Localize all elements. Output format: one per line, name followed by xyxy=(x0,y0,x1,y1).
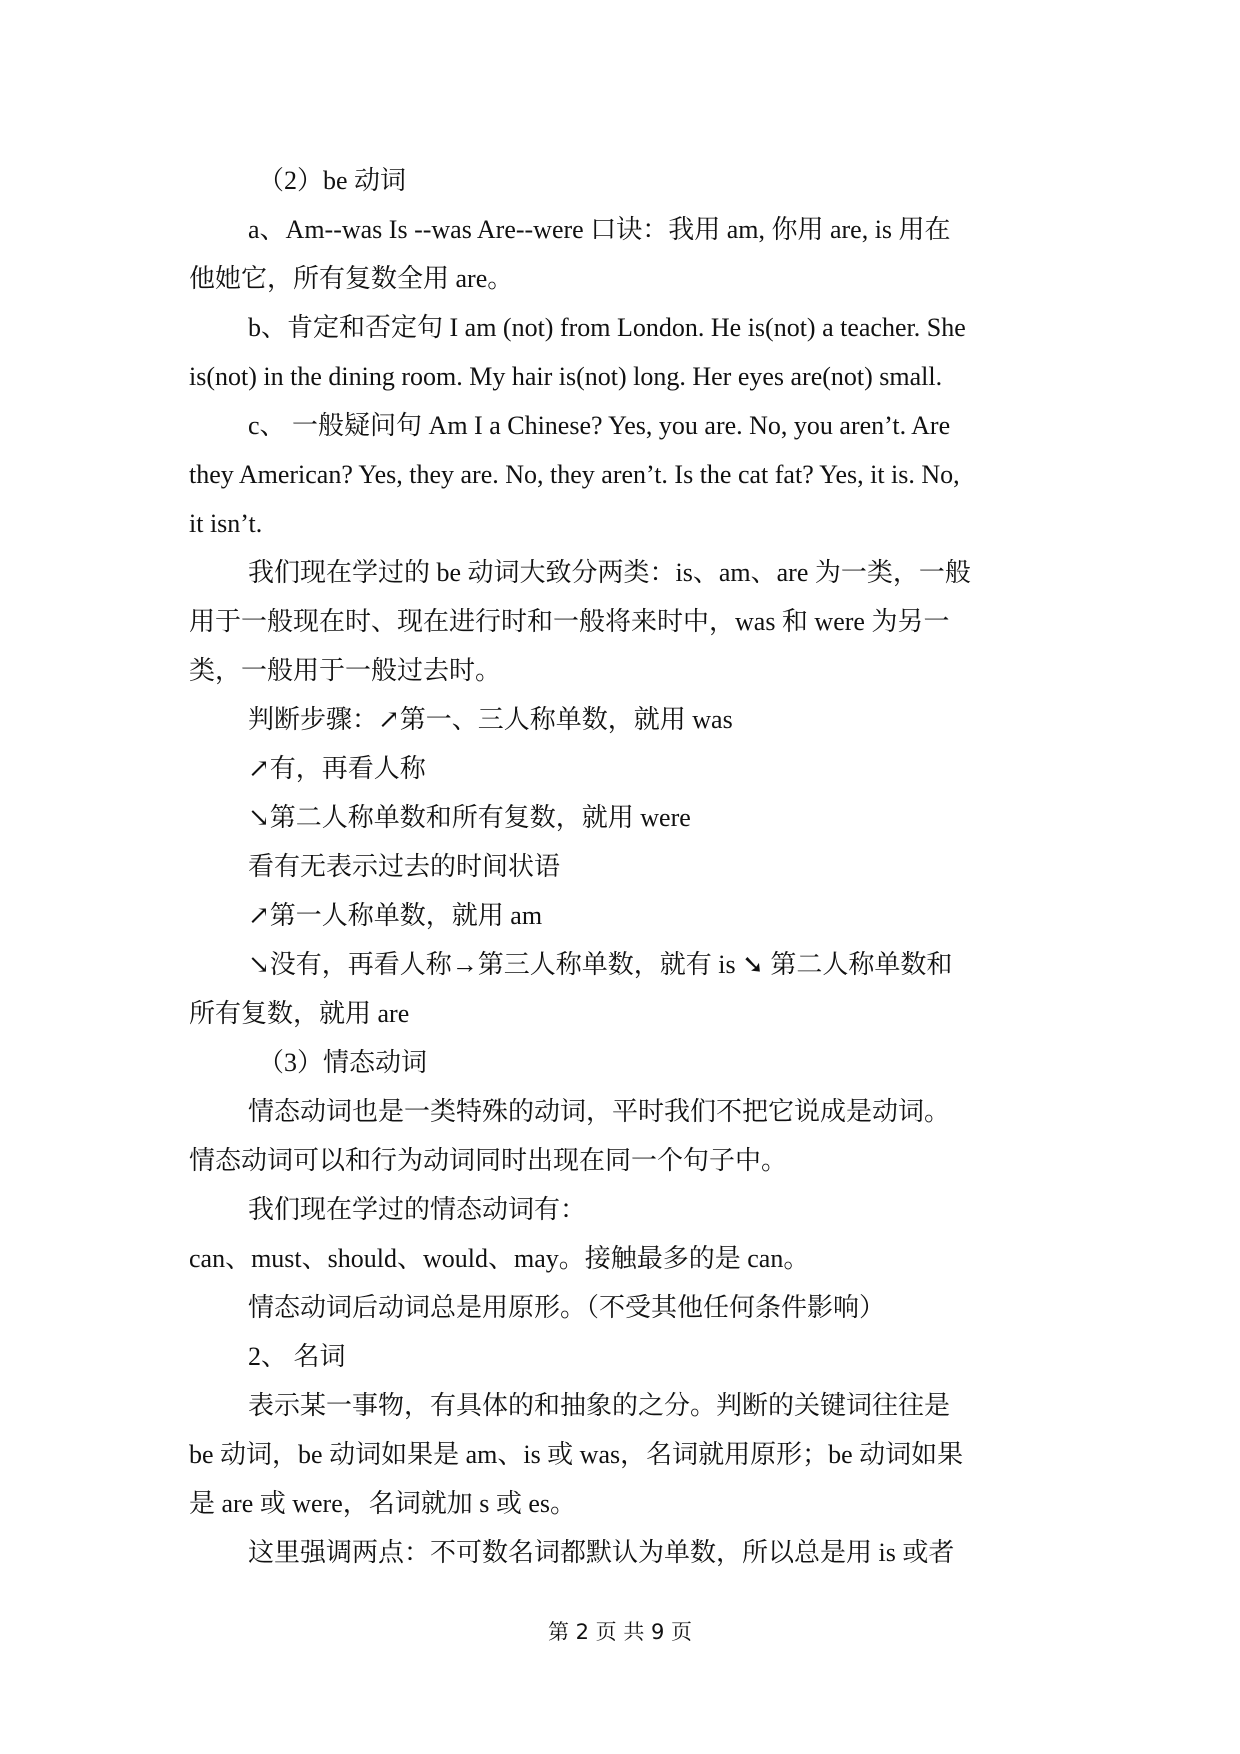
decision-step-line: ↘第二人称单数和所有复数，就用 were xyxy=(248,803,691,832)
paragraph-line: 表示某一事物，有具体的和抽象的之分。判断的关键词往往是 xyxy=(248,1391,951,1420)
paragraph-line: 他她它，所有复数全用 are。 xyxy=(189,264,514,293)
paragraph-line: 情态动词也是一类特殊的动词，平时我们不把它说成是动词。 xyxy=(248,1097,951,1126)
decision-step-line: 判断步骤：↗第一、三人称单数，就用 was xyxy=(248,705,733,734)
paragraph-line: 我们现在学过的 be 动词大致分两类：is、am、are 为一类，一般 xyxy=(248,558,971,587)
paragraph-line: 所有复数，就用 are xyxy=(189,999,410,1028)
page-number-footer: 第 2 页 共 9 页 xyxy=(547,1620,693,1644)
paragraph-line: 情态动词后动词总是用原形。（不受其他任何条件影响） xyxy=(248,1293,886,1322)
paragraph-line: can、must、should、would、may。接触最多的是 can。 xyxy=(189,1244,810,1273)
decision-step-line: ↗有，再看人称 xyxy=(248,754,426,783)
paragraph-line: a、Am--was Is --was Are--were 口诀：我用 am, 你用 are, is 用在 xyxy=(248,215,951,244)
section-heading-modal-verbs: （3）情态动词 xyxy=(258,1048,428,1077)
paragraph-line: is(not) in the dining room. My hair is(not) long. Her eyes are(not) small. xyxy=(189,362,943,391)
section-heading-be-verbs: （2）be 动词 xyxy=(258,166,407,195)
paragraph-line: 是 are 或 were，名词就加 s 或 es。 xyxy=(189,1489,577,1518)
paragraph-line: c、 一般疑问句 Am I a Chinese? Yes, you are. No, you aren’t. Are xyxy=(248,411,951,440)
decision-step-line: ↘没有，再看人称→第三人称单数，就有 is ➘ 第二人称单数和 xyxy=(248,950,953,979)
decision-step-line: 看有无表示过去的时间状语 xyxy=(248,852,561,881)
paragraph-line: it isn’t. xyxy=(189,509,263,538)
paragraph-line: 这里强调两点：不可数名词都默认为单数，所以总是用 is 或者 xyxy=(248,1538,955,1567)
paragraph-line: 我们现在学过的情态动词有： xyxy=(248,1195,587,1224)
section-heading-nouns: 2、 名词 xyxy=(248,1342,346,1371)
paragraph-line: b、肯定和否定句 I am (not) from London. He is(not) a teacher. She xyxy=(248,313,966,342)
paragraph-line: they American? Yes, they are. No, they aren’t. Is the cat fat? Yes, it is. No, xyxy=(189,460,960,489)
decision-step-line: ↗第一人称单数，就用 am xyxy=(248,901,543,930)
paragraph-line: 用于一般现在时、现在进行时和一般将来时中，was 和 were 为另一 xyxy=(189,607,950,636)
paragraph-line: be 动词，be 动词如果是 am、is 或 was，名词就用原形；be 动词如果 xyxy=(189,1440,964,1469)
paragraph-line: 情态动词可以和行为动词同时出现在同一个句子中。 xyxy=(189,1146,788,1175)
paragraph-line: 类，一般用于一般过去时。 xyxy=(189,656,502,685)
